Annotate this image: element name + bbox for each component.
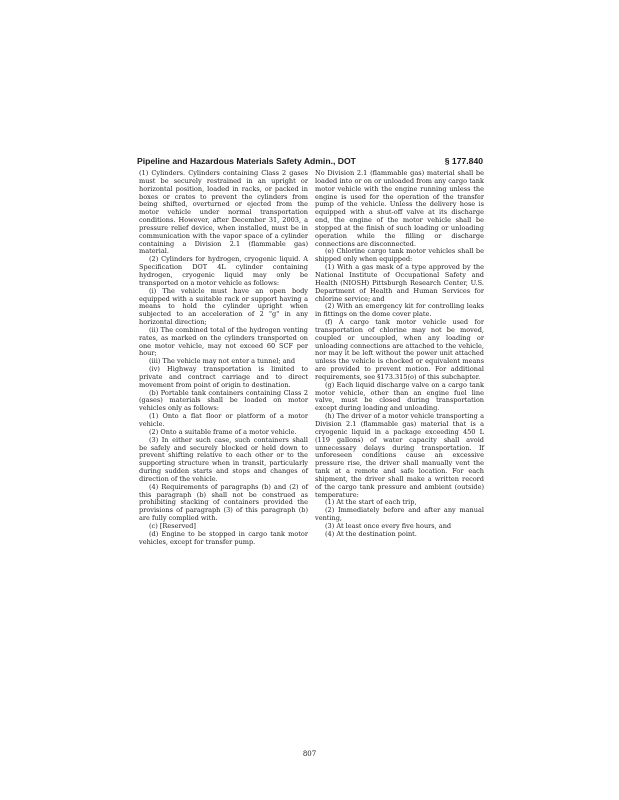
paragraph: (4) At the destination point.	[325, 529, 417, 538]
paragraph: (e) Chlorine cargo tank motor vehicles shall be shipped only when equipped:	[315, 247, 484, 264]
paragraph: (1) At the start of each trip,	[325, 498, 417, 507]
paragraph: (2) Onto a suitable frame of a motor vehicle.	[149, 427, 297, 436]
paragraph: (2) Immediately before and after any manual venting,	[315, 506, 484, 523]
paragraph: (3) In either such case, such containers shall be safely and securely blocked or held down to prevent shifting relative to each other or to the supporting structure when in transit, particularly during sudden starts and stops and changes of direction of the vehicle.	[139, 435, 308, 483]
paragraph: (d) Engine to be stopped in cargo tank motor vehicles, except for transfer pump.	[139, 529, 308, 546]
paragraph: (1) With a gas mask of a type approved by the National Institute of Occupational Safety and Health (NIOSH) Pittsburgh Research Center, U.S. Department of Health and Human Services for chlorine service; and	[315, 263, 484, 303]
paragraph: (2) Cylinders for hydrogen, cryogenic liquid. A Specification DOT 4L cylinder containing hydrogen, cryogenic liquid may only be transported on a motor vehicle as follows:	[139, 255, 308, 287]
running-head-title: Pipeline and Hazardous Materials Safety Admin., DOT	[137, 156, 356, 166]
section-number: § 177.840	[444, 156, 483, 166]
paragraph: (3) At least once every five hours, and	[325, 521, 452, 530]
paragraph: (4) Requirements of paragraphs (b) and (2) of this paragraph (b) shall not be construed as prohibiting stacking of containers provided the provisions of paragraph (3) of this paragraph (b) are fully complied with.	[139, 482, 308, 523]
paragraph: (1) Cylinders. Cylinders containing Class 2 gases must be securely restrained in an upright or horizontal position, loaded in racks, or packed in boxes or crates to prevent the cylinders from being shifted, overturned or ejected from the motor vehicle under normal transportation conditions. However, after December 31, 2003, a pressure relief device, when installed, must be in communication with the vapor space of a cylinder containing a Division 2.1 (flammable gas) material.	[139, 169, 308, 256]
paragraph: (ii) The combined total of the hydrogen venting rates, as marked on the cylinders transported on one motor vehicle, may not exceed 60 SCF per hour;	[139, 325, 308, 358]
paragraph: (i) The vehicle must have an open body equipped with a suitable rack or support having a means to hold the cylinder upright when subjected to an acceleration of 2 "g" in any horizontal direction;	[139, 286, 308, 327]
paragraph: (b) Portable tank containers containing Class 2 (gases) materials shall be loaded on motor vehicles only as follows:	[139, 388, 308, 413]
page-header	[137, 156, 483, 166]
paragraph: (g) Each liquid discharge valve on a cargo tank motor vehicle, other than an engine fuel line valve, must be closed during transportation except during loading and unloading.	[315, 380, 484, 413]
paragraph: (iv) Highway transportation is limited to private and contract carriage and to direct movement from point of origin to destination.	[139, 365, 308, 389]
right-column	[315, 170, 484, 539]
paragraph: (iii) The vehicle may not enter a tunnel; and	[149, 357, 296, 366]
paragraph: (1) Onto a flat floor or platform of a motor vehicle.	[139, 412, 308, 428]
paragraph: (2) With an emergency kit for controlling leaks in fittings on the dome cover plate.	[315, 302, 484, 319]
paragraph: (f) A cargo tank motor vehicle used for transportation of chlorine may not be moved, coupled or uncoupled, when any loading or unloading connections are attached to the vehicle, nor may it be left without the power unit attached unless the vehicle is chocked or equivalent means are provided to prevent motion. For additional requirements, see §173.315(o) of this subchapter.	[315, 318, 484, 381]
paragraph: (c) [Reserved]	[149, 521, 196, 530]
paragraph: (h) The driver of a motor vehicle transporting a Division 2.1 (flammable gas) material that is a cryogenic liquid in a package exceeding 450 L (119 gallons) of water capacity shall avoid unnecessary delays during transportation. If unforeseen conditions cause an excessive pressure rise, the driver shall manually vent the tank at a remote and safe location. For each shipment, the driver shall make a written record of the cargo tank pressure and ambient (outside) temperature:	[315, 412, 484, 499]
left-column	[139, 170, 308, 547]
page-number: 807	[302, 750, 317, 758]
paragraph: No Division 2.1 (flammable gas) material shall be loaded into or on or unloaded from any cargo tank motor vehicle with the engine running unless the engine is used for the operation of the transfer pump of the vehicle. Unless the delivery hose is equipped with a shut-off valve at its discharge end, the engine of the motor vehicle shall be stopped at the finish of such loading or unloading operation while the filling or discharge connections are disconnected.	[315, 169, 484, 248]
